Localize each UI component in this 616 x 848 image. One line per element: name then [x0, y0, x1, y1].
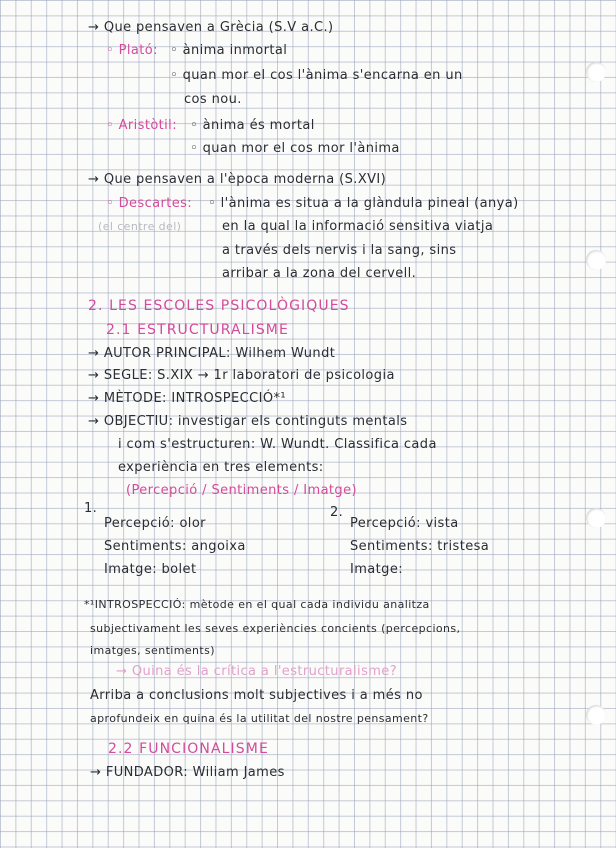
- structuralism-century: → SEGLE: S.XIX → 1r laboratori de psicologia: [88, 368, 395, 383]
- faint-note: (el centre del): [98, 220, 182, 233]
- example-1-number: 1.: [84, 501, 98, 516]
- heading-modern-era: → Que pensaven a l'època moderna (S.XVI): [88, 172, 387, 187]
- binder-hole-icon: [586, 508, 606, 528]
- bullet-descartes-1-cont3: arribar a la zona del cervell.: [222, 266, 417, 281]
- binder-hole-icon: [586, 250, 606, 270]
- example-1-feelings: Sentiments: angoixa: [104, 539, 246, 554]
- introspection-definition-cont2: imatges, sentiments): [90, 644, 215, 657]
- label-aristotle: ◦ Aristòtil:: [106, 118, 177, 133]
- label-plato: ◦ Plató:: [106, 43, 158, 58]
- bullet-plato-2-cont: cos nou.: [184, 92, 242, 107]
- subsection-heading-functionalism: 2.2 FUNCIONALISME: [108, 741, 269, 757]
- label-descartes: ◦ Descartes:: [106, 196, 193, 211]
- critique-answer-2: aprofundeix en quina és la utilitat del nostre pensament?: [90, 712, 429, 725]
- structuralism-objective: → OBJECTIU: investigar els continguts mentals: [88, 414, 408, 429]
- critique-question: → Quina és la crítica a l'estructuralisme?: [116, 664, 398, 679]
- structuralism-author: → AUTOR PRINCIPAL: Wilhem Wundt: [88, 346, 336, 361]
- subsection-heading-structuralism: 2.1 ESTRUCTURALISME: [106, 322, 289, 338]
- bullet-aristotle-1: ◦ ànima és mortal: [190, 118, 315, 133]
- bullet-aristotle-2: ◦ quan mor el cos mor l'ànima: [190, 141, 400, 156]
- binder-hole-icon: [586, 705, 606, 725]
- example-2-feelings: Sentiments: tristesa: [350, 539, 490, 554]
- structuralism-objective-cont2: experiència en tres elements:: [118, 460, 324, 475]
- structuralism-objective-cont1: i com s'estructuren: W. Wundt. Classifica cada: [118, 437, 437, 452]
- critique-answer-1: Arriba a conclusions molt subjectives i a més no: [90, 688, 423, 703]
- example-2-image: Imatge:: [350, 562, 403, 577]
- bullet-plato-1: ◦ ànima inmortal: [170, 43, 288, 58]
- bullet-descartes-1: ◦ l'ànima es situa a la glàndula pineal (anya): [208, 196, 519, 211]
- bullet-descartes-1-cont2: a través dels nervis i la sang, sins: [222, 243, 457, 258]
- introspection-definition: *¹INTROSPECCIÓ: mètode en el qual cada individu analitza: [84, 598, 430, 611]
- three-elements: (Percepció / Sentiments / Imatge): [126, 483, 357, 498]
- example-1-image: Imatge: bolet: [104, 562, 197, 577]
- introspection-definition-cont1: subjectivament les seves experiències concients (percepcions,: [90, 622, 461, 635]
- example-1-perception: Percepció: olor: [104, 516, 206, 531]
- functionalism-founder: → FUNDADOR: Wiliam James: [90, 765, 285, 780]
- bullet-descartes-1-cont1: en la qual la informació sensitiva viatja: [222, 219, 494, 234]
- heading-greece: → Que pensaven a Grècia (S.V a.C.): [88, 20, 334, 35]
- bullet-plato-2: ◦ quan mor el cos l'ànima s'encarna en un: [170, 68, 463, 83]
- example-2-number: 2.: [330, 505, 344, 520]
- binder-hole-icon: [586, 62, 606, 82]
- example-2-perception: Percepció: vista: [350, 516, 459, 531]
- section-heading-schools: 2. LES ESCOLES PSICOLÒGIQUES: [88, 298, 350, 314]
- structuralism-method: → MÈTODE: INTROSPECCIÓ*¹: [88, 391, 286, 406]
